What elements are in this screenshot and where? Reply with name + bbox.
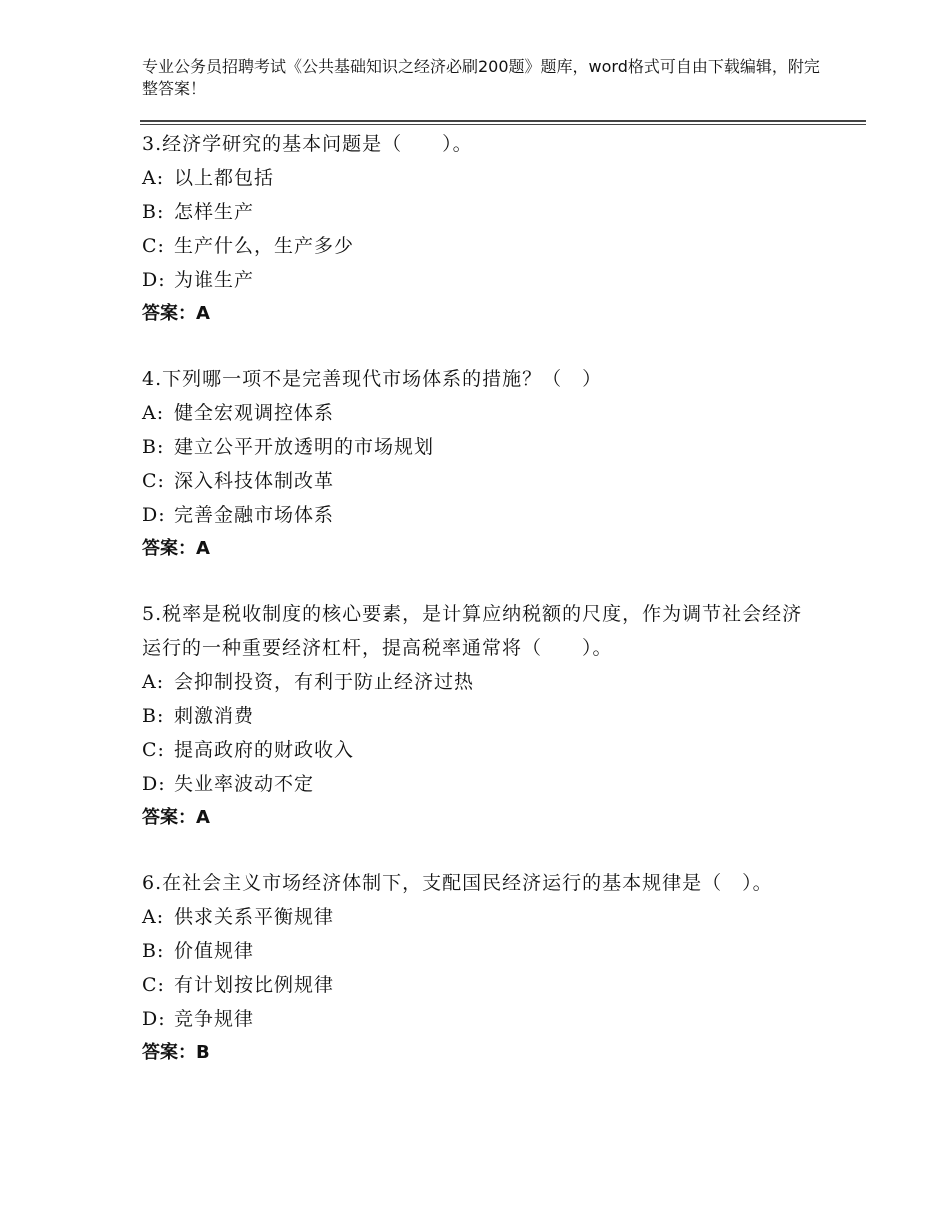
option-a: [142, 396, 822, 430]
option-d: [142, 498, 822, 532]
option-a: [142, 665, 822, 699]
question-stem: 3.经济学研究的基本问题是（ ）。: [142, 133, 473, 155]
option-text: 供求关系平衡规律: [174, 906, 335, 928]
option-letter: B:: [142, 940, 165, 962]
option-text: 提高政府的财政收入: [174, 739, 355, 761]
question-list: [142, 127, 822, 1101]
question-stem: 5.税率是税收制度的核心要素，是计算应纳税额的尺度，作为调节社会经济运行的一种重要经济杠杆，提高税率通常将（ ）。: [142, 603, 803, 659]
question-4: [142, 362, 822, 566]
header-rule-thick: [140, 120, 866, 122]
answer-label: 答案：B: [142, 1042, 210, 1063]
option-text: 健全宏观调控体系: [174, 402, 335, 424]
option-text: 怎样生产: [174, 201, 255, 223]
option-c: [142, 229, 822, 263]
option-b: [142, 934, 822, 968]
answer-label: 答案：A: [142, 538, 210, 559]
option-b: [142, 699, 822, 733]
option-letter: B:: [142, 436, 165, 458]
header-rule-thin: [140, 124, 866, 125]
option-letter: D:: [142, 1008, 166, 1030]
option-letter: A:: [142, 671, 165, 693]
option-text: 价值规律: [174, 940, 255, 962]
option-c: [142, 464, 822, 498]
option-letter: C:: [142, 739, 165, 761]
document-header: 专业公务员招聘考试《公共基础知识之经济必刷200题》题库，word格式可自由下载编辑，附完整答案！: [142, 57, 820, 98]
answer-label: 答案：A: [142, 807, 210, 828]
option-letter: A:: [142, 167, 165, 189]
option-text: 为谁生产: [174, 269, 255, 291]
option-text: 完善金融市场体系: [174, 504, 335, 526]
option-text: 刺激消费: [174, 705, 255, 727]
question-6: [142, 866, 822, 1070]
option-text: 以上都包括: [174, 167, 275, 189]
option-text: 生产什么，生产多少: [174, 235, 355, 257]
option-d: [142, 263, 822, 297]
option-b: [142, 195, 822, 229]
option-letter: D:: [142, 773, 166, 795]
option-letter: A:: [142, 402, 165, 424]
option-text: 建立公平开放透明的市场规划: [174, 436, 435, 458]
option-d: [142, 767, 822, 801]
option-text: 有计划按比例规律: [174, 974, 335, 996]
option-letter: D:: [142, 269, 166, 291]
option-text: 失业率波动不定: [174, 773, 315, 795]
option-letter: D:: [142, 504, 166, 526]
option-c: [142, 733, 822, 767]
question-stem: 4.下列哪一项不是完善现代市场体系的措施？（ ）: [142, 368, 603, 390]
option-letter: A:: [142, 906, 165, 928]
option-text: 深入科技体制改革: [174, 470, 335, 492]
option-letter: B:: [142, 201, 165, 223]
option-letter: B:: [142, 705, 165, 727]
question-stem: 6.在社会主义市场经济体制下，支配国民经济运行的基本规律是（ ）。: [142, 872, 773, 894]
option-letter: C:: [142, 235, 165, 257]
option-letter: C:: [142, 470, 165, 492]
option-text: 竞争规律: [174, 1008, 255, 1030]
option-a: [142, 900, 822, 934]
option-d: [142, 1002, 822, 1036]
option-text: 会抑制投资，有利于防止经济过热: [174, 671, 475, 693]
option-letter: C:: [142, 974, 165, 996]
answer-label: 答案：A: [142, 303, 210, 324]
option-a: [142, 161, 822, 195]
question-3: [142, 127, 822, 331]
option-b: [142, 430, 822, 464]
option-c: [142, 968, 822, 1002]
question-5: [142, 597, 822, 835]
